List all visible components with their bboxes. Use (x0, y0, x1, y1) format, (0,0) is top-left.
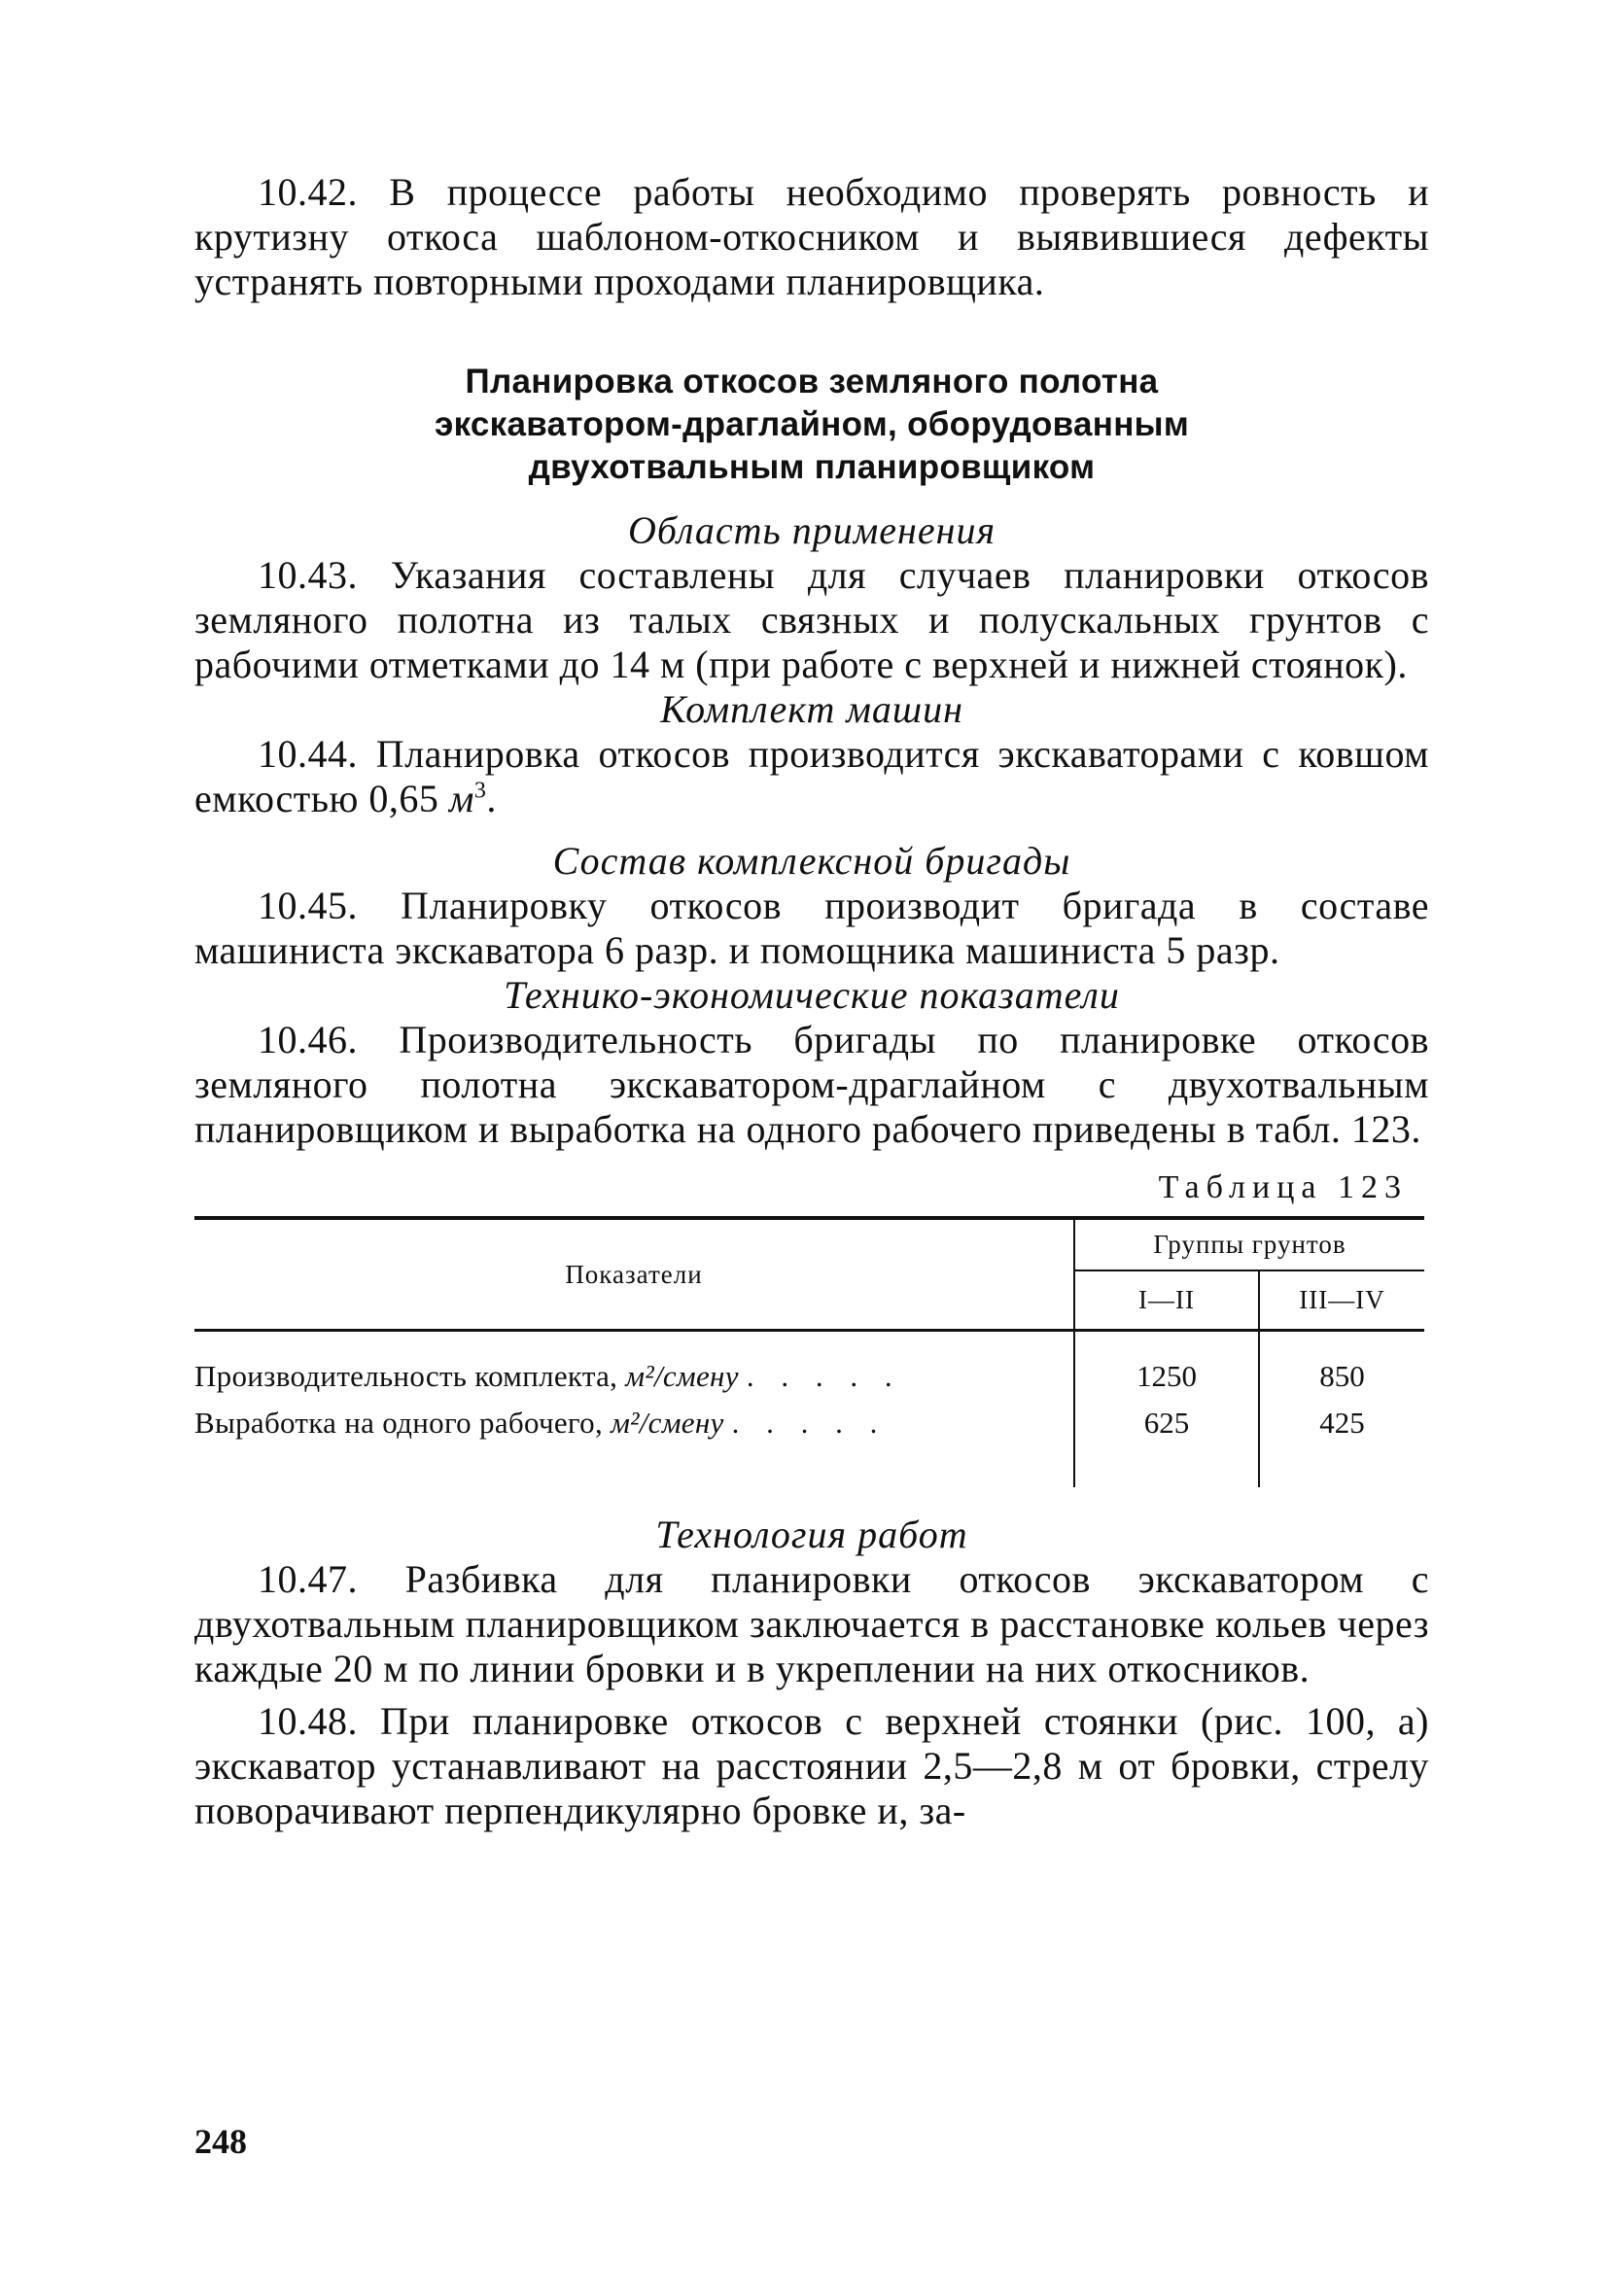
value-group-1-2: 625 (1074, 1400, 1259, 1446)
page-number: 248 (194, 2122, 247, 2161)
subheading-machines: Комплект машин (660, 687, 963, 731)
header-group-3-4: III—IV (1259, 1270, 1424, 1331)
paragraph-10-48: 10.48. При планировке откосов с верхней стоянки (рис. 100, а) экскаватор устанавливают на расстоянии 2,5—2,8 м от бровки, стрелу поворачивают перпендикулярно бровке и, за- (194, 1699, 1429, 1832)
paragraph-10-45: 10.45. Планировку откосов производит бригада в составе машиниста экскаватора 6 разр. и помощника машиниста 5 разр. (194, 884, 1429, 972)
section-heading-line-1: Планировка откосов земляного полотна (465, 363, 1159, 400)
paragraph-10-46: 10.46. Производительность бригады по планировке откосов земляного полотна экскаватором-драглайном с двухотвальным планировщиком и выработка на одного рабочего приведены в табл. 123. (194, 1018, 1429, 1151)
paragraph-10-44-unit: м (448, 777, 474, 820)
subheading-brigade: Состав комплексной бригады (552, 839, 1071, 883)
paragraph-10-44 (194, 732, 1429, 821)
subheading-area: Область применения (627, 508, 996, 552)
value-group-3-4: 850 (1259, 1353, 1424, 1400)
table-caption: Таблица 123 (1158, 1169, 1408, 1205)
row-unit: м²/смену (625, 1359, 739, 1393)
value-group-3-4: 425 (1259, 1400, 1424, 1446)
table-row (194, 1353, 1424, 1400)
paragraph-10-44-sup: 3 (473, 778, 487, 804)
row-label (194, 1400, 1074, 1446)
table-row (194, 1400, 1424, 1446)
section-heading-line-2: экскаватором-драглайном, оборудованным (434, 405, 1190, 443)
subheading-technology: Технология работ (655, 1513, 968, 1556)
row-label-text: Производительность комплекта, (194, 1359, 626, 1393)
leader-dots: . . . . . (746, 1359, 902, 1393)
header-soil-groups: Группы грунтов (1074, 1218, 1424, 1270)
paragraph-10-47: 10.47. Разбивка для планировки откосов экскаватором с двухотвальным планировщиком заключается в расстановке кольев через каждые 20 м по линии бровки и в укреплении на них откосников. (194, 1557, 1429, 1690)
leader-dots: . . . . . (731, 1406, 888, 1440)
header-indicators: Показатели (194, 1218, 1074, 1331)
row-label-text: Выработка на одного рабочего, (194, 1406, 612, 1440)
row-label (194, 1353, 1074, 1400)
value-group-1-2: 1250 (1074, 1353, 1259, 1400)
paragraph-10-42: 10.42. В процессе работы необходимо проверять ровность и крутизну откоса шаблоном-откосником и выявившиеся дефекты устранять повторными проходами планировщика. (194, 170, 1429, 303)
paragraph-10-44-end: . (486, 777, 497, 820)
table-123 (194, 1216, 1424, 1487)
row-unit: м²/смену (611, 1406, 724, 1440)
paragraph-10-43: 10.43. Указания составлены для случаев планировки откосов земляного полотна из талых связных и полускальных грунтов с рабочими отметками до 14 м (при работе с верхней и нижней стоянок). (194, 553, 1429, 686)
subheading-indicators: Технико-экономические показатели (504, 973, 1120, 1017)
section-heading-line-3: двухотвальным планировщиком (528, 448, 1096, 486)
paragraph-10-44-text: 10.44. Планировка откосов производится экскаваторами с ковшом емкостью 0,65 (194, 732, 1429, 820)
header-group-1-2: I—II (1074, 1270, 1259, 1331)
page-content (194, 170, 1429, 1833)
